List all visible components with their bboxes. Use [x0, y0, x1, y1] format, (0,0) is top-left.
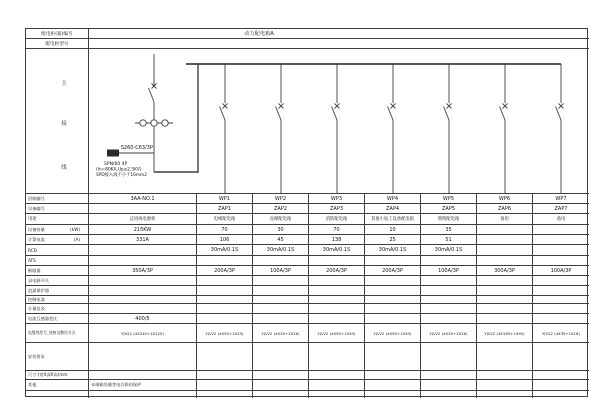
feeder-circuit-cell	[533, 380, 589, 390]
feeder-circuit-cell	[477, 296, 533, 303]
feeder-circuit-cell	[365, 391, 421, 398]
feeder-circuit-cell: 200A/3P	[197, 266, 253, 275]
feeder-circuit-cell	[533, 391, 589, 398]
feeder-circuit-cell: WP1	[197, 194, 253, 203]
feeder-circuit-cell: WP5	[421, 194, 477, 203]
feeder-circuit-cell	[309, 296, 365, 303]
spd-params-label: (In=80KA,Up≤2.5KV)	[96, 167, 142, 173]
table-row	[26, 343, 589, 371]
feeder-circuit-cell	[477, 256, 533, 265]
single-line-diagram-row	[26, 49, 589, 194]
incoming-circuit-cell	[89, 204, 197, 213]
drawing-frame	[25, 28, 588, 397]
feeder-circuit-cell: 电梯配电箱	[197, 214, 253, 224]
feeder-circuit-cell	[309, 391, 365, 398]
feeder-circuit-cell: 备用	[556, 217, 566, 222]
feeder-circuit-cell	[253, 286, 309, 295]
incoming-circuit-cell: YJV22 (4X240+1X120)	[89, 324, 197, 342]
side-label-char: 主	[61, 81, 67, 87]
feeder-circuit-cell: 30mA/0.1S	[365, 245, 421, 255]
incoming-circuit-cell: 350A/3P	[89, 266, 197, 275]
row-label-text: 计算电流	[28, 236, 45, 242]
feeder-circuit-cell: ZAP3	[309, 204, 365, 213]
feeder-circuit-cell	[197, 296, 253, 303]
row-label	[26, 391, 89, 398]
incoming-breaker-icon	[149, 84, 157, 103]
feeder-circuit-cell: WP6	[477, 194, 533, 203]
feeder-breaker-icon	[276, 64, 284, 194]
feeder-circuit-cell: 消防配电箱	[309, 214, 365, 224]
feeder-circuit-cell: 备用	[477, 214, 533, 224]
feeder-circuit-cell	[477, 391, 533, 398]
feeder-circuit-cell: ZAP6	[477, 204, 533, 213]
row-label-text: 电流互感器变比	[28, 315, 58, 321]
row-label	[26, 314, 89, 323]
feeder-circuit-cell: 100A/3P	[550, 267, 572, 274]
feeder-circuit-cell: 138	[309, 235, 365, 244]
feeder-breaker-icon	[220, 64, 228, 194]
feeder-circuit-cell: 70	[197, 225, 253, 234]
feeder-circuit-cell	[197, 286, 253, 295]
feeder-circuit-cell: 直梯配电箱	[253, 214, 309, 224]
feeder-circuit-cell	[365, 314, 421, 323]
feeder-circuit-cell	[421, 371, 477, 379]
feeder-circuit-cell	[253, 391, 309, 398]
row-label-text: RCD	[28, 247, 37, 253]
feeder-circuit-cell: YJV22 (4X35+1X16)	[542, 330, 580, 336]
feeder-circuit-cell: WP7	[555, 195, 567, 202]
row-label	[26, 256, 89, 265]
feeder-circuit-cell: 30mA/0.1S	[421, 245, 477, 255]
incoming-circuit-cell	[89, 371, 197, 379]
feeder-circuit-cell: ZAP2	[253, 204, 309, 213]
feeder-circuit-cell: YJV22 (4X95+1X50)	[309, 324, 365, 342]
cabinet-number-label: 配电柜(箱)编号	[26, 29, 89, 38]
feeder-circuit-cell	[197, 276, 253, 285]
feeder-circuit-cell: 100A/3P	[421, 266, 477, 275]
incoming-circuit-cell: 331A	[89, 235, 197, 244]
feeder-circuit-cell	[197, 304, 253, 313]
feeder-circuit-cell: YJV22 (4X50+1X25)	[197, 324, 253, 342]
feeder-circuit-cell	[253, 304, 309, 313]
feeder-circuit-cell	[421, 314, 477, 323]
incoming-circuit-cell	[89, 276, 197, 285]
row-label-text: 用途	[28, 217, 37, 222]
table-row	[26, 286, 589, 296]
feeder-circuit-cell	[309, 371, 365, 379]
feeder-circuit-cell	[533, 235, 589, 244]
table-row	[26, 204, 589, 214]
feeder-circuit-cell	[197, 256, 253, 265]
feeder-circuit-cell	[533, 304, 589, 313]
table-row	[26, 276, 589, 286]
feeder-circuit-cell	[421, 276, 477, 285]
table-row	[26, 380, 589, 391]
feeder-circuit-cell	[365, 380, 421, 390]
row-label-text: 双电源开关	[28, 277, 49, 283]
feeder-circuit-cell	[197, 380, 253, 390]
feeder-circuit-cell	[421, 380, 477, 390]
feeder-circuit-cell: 其他小加工设备配电箱	[365, 214, 421, 224]
table-row	[26, 296, 589, 304]
feeder-circuit-cell: YJV22 (4X95+1X50)	[365, 324, 421, 342]
feeder-circuit-cell	[477, 343, 533, 370]
row-label	[26, 371, 89, 379]
feeder-circuit-cell	[253, 314, 309, 323]
feeder-breaker-icon	[332, 64, 340, 194]
incoming-circuit-cell: 400/5	[89, 314, 197, 323]
feeder-circuit-cell	[477, 235, 533, 244]
incoming-circuit-cell	[89, 304, 197, 313]
table-row	[26, 391, 589, 398]
feeder-circuit-cell	[477, 371, 533, 379]
incoming-circuit-cell: 末端箱处做等电位联结保护	[89, 380, 197, 390]
table-row	[26, 371, 589, 380]
row-label	[26, 204, 89, 213]
feeder-circuit-cell	[533, 343, 589, 370]
table-row	[26, 214, 589, 225]
row-label	[26, 296, 89, 303]
feeder-circuit-cell: 30mA/0.1S	[309, 245, 365, 255]
feeder-circuit-cell	[477, 225, 533, 234]
feeder-circuit-cell: 30mA/0.1S	[197, 245, 253, 255]
feeder-circuit-cell	[421, 391, 477, 398]
feeder-circuit-cell: 30mA/0.1S	[253, 245, 309, 255]
feeder-circuit-cell	[365, 304, 421, 313]
feeder-circuit-cell	[197, 314, 253, 323]
row-label-text: 尺寸:(宽X深X高)mm	[28, 372, 68, 377]
feeder-circuit-cell	[253, 296, 309, 303]
incoming-circuit-cell: 总进线电源柜	[89, 214, 197, 224]
diagram-side-label	[26, 49, 89, 194]
feeder-circuit-cell: 200A/3P	[365, 266, 421, 275]
feeder-circuit-cell: ZAP4	[365, 204, 421, 213]
cabinet-model-value-cell	[89, 39, 589, 48]
spd-note-label: SPD接入线不小于16mm2	[96, 173, 147, 178]
single-line-diagram	[89, 49, 589, 194]
feeder-breaker-icon	[388, 64, 396, 194]
table-row	[26, 225, 589, 235]
feeder-circuit-cell: 45	[253, 235, 309, 244]
feeder-circuit-cell	[253, 371, 309, 379]
row-label-unit: (A)	[73, 237, 80, 242]
feeder-circuit-cell	[309, 256, 365, 265]
feeder-circuit-cell	[197, 371, 253, 379]
feeder-circuit-cell	[533, 225, 589, 234]
outgoing-feeders	[220, 64, 564, 194]
feeder-circuit-cell: 100A/3P	[253, 266, 309, 275]
feeder-circuit-cell	[421, 304, 477, 313]
row-label	[26, 276, 89, 285]
feeder-circuit-cell	[365, 256, 421, 265]
incoming-circuit-cell	[89, 391, 197, 398]
feeder-circuit-cell: 25	[365, 235, 421, 244]
feeder-circuit-cell	[365, 343, 421, 370]
feeder-circuit-cell: 200A/3P	[309, 266, 365, 275]
feeder-circuit-cell: WP4	[365, 194, 421, 203]
feeder-circuit-cell	[309, 276, 365, 285]
side-label-char: 接	[61, 121, 67, 127]
row-label-text: 断路器	[28, 267, 41, 273]
incoming-circuit-cell	[89, 245, 197, 255]
table-row	[26, 314, 589, 324]
incoming-circuit-cell: 215KW	[89, 225, 197, 234]
row-label	[26, 324, 89, 342]
feeder-circuit-cell: 51	[421, 235, 477, 244]
feeder-circuit-cell	[309, 380, 365, 390]
feeder-circuit-cell	[533, 286, 589, 295]
feeder-circuit-cell: 30	[253, 225, 309, 234]
row-label-text: 浪涌保护器	[28, 287, 49, 293]
feeder-circuit-cell	[533, 245, 589, 255]
feeder-circuit-cell	[533, 314, 589, 323]
feeder-circuit-cell	[477, 276, 533, 285]
feeder-circuit-cell: 300A/3P	[477, 266, 533, 275]
feeder-circuit-cell	[253, 380, 309, 390]
feeder-circuit-cell	[365, 296, 421, 303]
feeder-circuit-cell	[533, 296, 589, 303]
feeder-circuit-cell	[421, 256, 477, 265]
row-label-text: 安装要求	[28, 353, 45, 359]
table-row	[26, 245, 589, 256]
table-row	[26, 324, 589, 343]
feeder-circuit-cell	[421, 296, 477, 303]
feeder-circuit-cell	[365, 276, 421, 285]
feeder-circuit-cell	[477, 380, 533, 390]
feeder-circuit-cell: YJV22 (4X35+1X16)	[421, 324, 477, 342]
table-row	[26, 304, 589, 314]
busbar-riser	[154, 64, 198, 172]
feeder-circuit-cell	[309, 314, 365, 323]
spd-device-icon	[107, 150, 119, 157]
feeder-circuit-cell	[253, 276, 309, 285]
cabinet-model-label: 配电柜型号	[26, 39, 89, 48]
feeder-circuit-cell: WP2	[253, 194, 309, 203]
feeder-circuit-cell	[533, 276, 589, 285]
row-label	[26, 304, 89, 313]
feeder-circuit-cell: 照明配电箱	[421, 214, 477, 224]
feeder-circuit-cell: YJV22 (4X35+1X16)	[253, 324, 309, 342]
feeder-circuit-cell	[365, 371, 421, 379]
side-label-char: 线	[61, 165, 67, 171]
feeder-circuit-cell	[365, 286, 421, 295]
feeder-circuit-cell: ZAP1	[197, 204, 253, 213]
feeder-breaker-icon	[500, 64, 508, 194]
cabinet-number-value-cell	[89, 29, 589, 38]
feeder-circuit-cell: YJV22 (4X185+1X95)	[477, 324, 533, 342]
row-label	[26, 266, 89, 275]
row-label	[26, 214, 89, 224]
feeder-circuit-cell	[253, 343, 309, 370]
feeder-circuit-cell: 35	[421, 225, 477, 234]
feeder-circuit-cell	[477, 314, 533, 323]
row-label	[26, 286, 89, 295]
feeder-circuit-cell	[533, 256, 589, 265]
table-row	[26, 194, 589, 204]
feeder-circuit-cell	[309, 286, 365, 295]
row-label-unit: (kW)	[70, 227, 80, 232]
feeder-circuit-cell: ZAP5	[421, 204, 477, 213]
incoming-circuit-cell	[89, 256, 197, 265]
spd-model-label: SPN/60 4P	[104, 162, 128, 167]
feeder-breaker-icon	[556, 64, 564, 194]
row-label	[26, 343, 89, 370]
feeder-circuit-cell	[197, 343, 253, 370]
table-row	[26, 266, 589, 276]
row-label	[26, 225, 89, 234]
row-label-text: 电缆线型号_规格及敷设方式	[28, 330, 76, 335]
feeder-circuit-cell	[477, 245, 533, 255]
row-label-text: 设备编号	[28, 205, 45, 211]
incoming-circuit-cell	[89, 343, 197, 370]
feeder-circuit-cell	[197, 391, 253, 398]
row-label-text: 设备容量	[28, 226, 45, 232]
row-label-text: 控制电器	[28, 296, 45, 302]
feeder-circuit-cell: 10	[365, 225, 421, 234]
header-row-cabinet-model	[26, 39, 589, 49]
row-label-text: ATS	[28, 258, 36, 263]
feeder-breaker-icon	[444, 64, 452, 194]
feeder-circuit-cell	[253, 256, 309, 265]
table-row	[26, 235, 589, 245]
feeder-circuit-cell	[421, 343, 477, 370]
feeder-circuit-cell	[477, 304, 533, 313]
row-label-text: 计量仪表	[28, 305, 45, 311]
row-label-text: 其他	[28, 382, 37, 387]
incoming-circuit-cell	[89, 286, 197, 295]
spd-breaker-label: S260-C63/3P	[120, 145, 153, 151]
cabinet-number-value: 动力配电箱A	[244, 31, 274, 37]
feeder-circuit-cell	[477, 286, 533, 295]
incoming-circuit-cell	[89, 296, 197, 303]
feeder-circuit-cell	[309, 343, 365, 370]
feeder-circuit-cell: 106	[197, 235, 253, 244]
row-label	[26, 235, 89, 244]
table-row	[26, 256, 589, 266]
feeder-circuit-cell	[309, 304, 365, 313]
incoming-circuit-cell: 3AA-NO.1	[89, 194, 197, 203]
feeder-circuit-cell	[421, 286, 477, 295]
feeder-circuit-cell: ZAP7	[554, 205, 568, 212]
feeder-circuit-cell	[533, 371, 589, 379]
row-label	[26, 380, 89, 390]
row-label-text: 回路编号	[28, 195, 45, 201]
feeder-circuit-cell: 70	[309, 225, 365, 234]
row-label	[26, 245, 89, 255]
feeder-circuit-cell: WP3	[309, 194, 365, 203]
header-row-cabinet-number	[26, 29, 589, 39]
current-transformer-icon	[135, 120, 173, 126]
row-label	[26, 194, 89, 203]
